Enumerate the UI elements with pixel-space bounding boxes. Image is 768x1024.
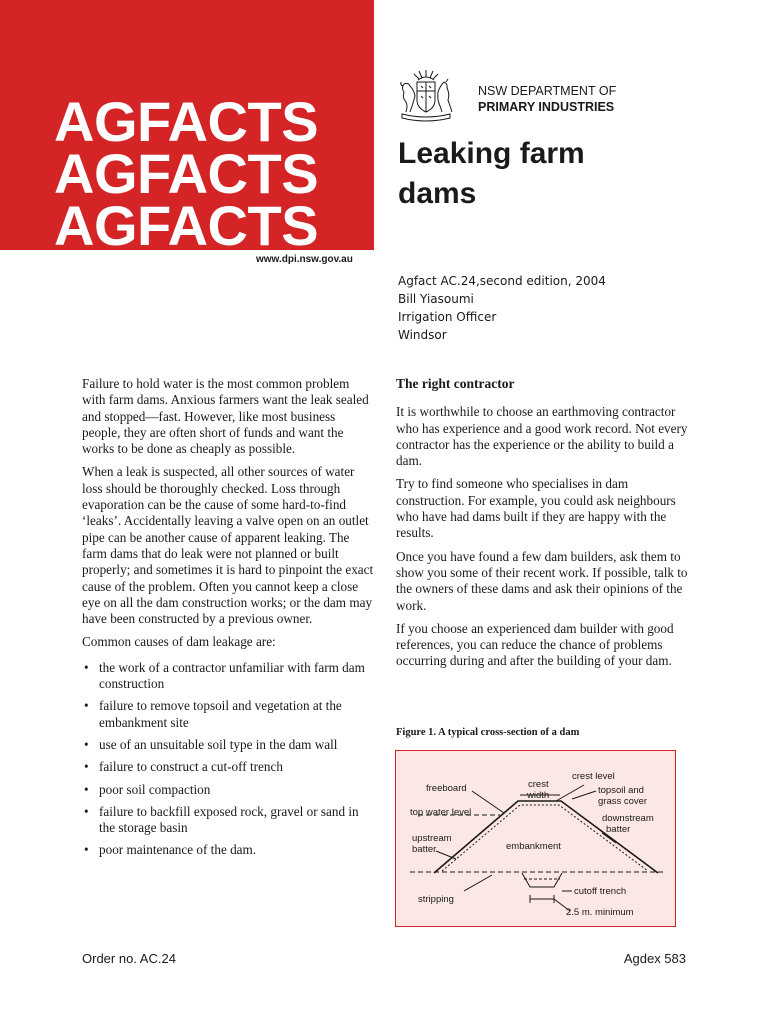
paragraph: Common causes of dam leakage are: (82, 634, 276, 650)
label-cutoff-trench: cutoff trench (574, 886, 627, 897)
bullet-icon: • (84, 803, 89, 819)
author-location: Windsor (398, 328, 447, 342)
right-column (396, 376, 688, 677)
label-topsoil: topsoil and (598, 785, 644, 796)
coat-of-arms-icon (398, 68, 454, 122)
label-batter-left: batter (412, 844, 437, 855)
left-column (82, 376, 374, 865)
section-heading: The right contractor (396, 376, 515, 391)
list-item (82, 698, 374, 731)
author-name: Bill Yiasoumi (398, 292, 474, 306)
page-title (398, 134, 585, 214)
paragraph: When a leak is suspected, all other sources of water loss should be thoroughly checked. Loss through evaporation can be the cause of some hard-to-find ‘leaks’. Accidentally leaving a valve open on an outlet pipe can be another cause of apparent leaking. The farm dams that do leak were not planned or built properly; and sometimes it is hard to pinpoint the exact cause of the problem. Often you cannot keep a close eye on all the dam construction works; or the dam may have been constructed by a previous owner. (82, 464, 374, 627)
banner-word: AGFACTS (54, 142, 319, 205)
list-item-text: use of an unsuitable soil type in the dam wall (99, 736, 338, 752)
paragraph: It is worthwhile to choose an earthmoving contractor who has experience and a good work record. Not every contractor has the experience or the ability to build a dam. (396, 404, 688, 469)
department-name (478, 83, 616, 115)
banner-word: AGFACTS (54, 194, 319, 257)
order-number: Order no. AC.24 (82, 951, 176, 966)
list-item (82, 782, 374, 798)
publication-meta (398, 272, 606, 344)
dam-diagram (396, 751, 677, 928)
title-line-1: Leaking farm (398, 137, 585, 170)
list-item (82, 842, 374, 858)
bullet-icon: • (84, 781, 89, 797)
label-grass: grass cover (598, 796, 648, 807)
list-item-text: the work of a contractor unfamiliar with farm dam construction (99, 659, 365, 692)
label-stripping: stripping (418, 894, 454, 905)
figure-caption: Figure 1. A typical cross-section of a dam (396, 727, 580, 738)
bullet-icon: • (84, 698, 89, 714)
department-line-1: NSW DEPARTMENT OF (478, 84, 617, 98)
list-item-text: poor soil compaction (99, 781, 211, 797)
list-item-text: failure to remove topsoil and vegetation at the embankment site (99, 698, 342, 730)
label-crest-level: crest level (572, 771, 615, 782)
label-crest: crest (528, 779, 549, 790)
label-top-water-level: top water level (410, 807, 472, 818)
title-line-2: dams (398, 177, 477, 210)
list-item (82, 804, 374, 837)
label-width: width (527, 790, 550, 801)
paragraph: If you choose an experienced dam builder with good references, you can reduce the chance of problems occurring during and after the building of your dam. (396, 620, 674, 669)
list-item-text: poor maintenance of the dam. (99, 842, 257, 858)
author-role: Irrigation Officer (398, 310, 497, 324)
leak-causes-list (82, 660, 374, 859)
list-item (82, 759, 374, 775)
label-downstream: downstream (602, 813, 654, 824)
paragraph: Failure to hold water is the most common problem with farm dams. Anxious farmers want the leak sealed and stopped—fast. However, like most business people, they are often short of funds and want the works to be done as cheaply as possible. (82, 376, 369, 457)
label-batter-right: batter (606, 824, 631, 835)
bullet-icon: • (84, 736, 89, 752)
label-minimum: 2.5 m. minimum (566, 907, 634, 918)
list-item-text: failure to construct a cut-off trench (99, 759, 283, 775)
department-line-2: PRIMARY INDUSTRIES (478, 100, 615, 114)
bullet-icon: • (84, 759, 89, 775)
list-item-text: failure to backfill exposed rock, gravel or sand in the storage basin (99, 803, 359, 836)
bullet-icon: • (84, 659, 89, 675)
label-freeboard: freeboard (426, 783, 467, 794)
paragraph: Once you have found a few dam builders, ask them to show you some of their recent work. If possible, talk to the owners of these dams and ask their opinions of the work. (396, 548, 688, 613)
dam-cross-section-figure (395, 750, 676, 927)
list-item (82, 660, 374, 693)
paragraph: Try to find someone who specialises in dam construction. For example, you could ask neighbours who have had dams built if they are happy with the results. (396, 476, 676, 541)
agfacts-banner (0, 0, 374, 257)
label-embankment: embankment (506, 841, 561, 852)
bullet-icon: • (84, 842, 89, 858)
agdex-number: Agdex 583 (623, 951, 686, 966)
list-item (82, 737, 374, 753)
banner-word: AGFACTS (54, 90, 319, 153)
website-link[interactable]: www.dpi.nsw.gov.au (256, 254, 353, 265)
publication-edition: Agfact AC.24,second edition, 2004 (398, 274, 606, 288)
label-upstream: upstream (412, 833, 452, 844)
